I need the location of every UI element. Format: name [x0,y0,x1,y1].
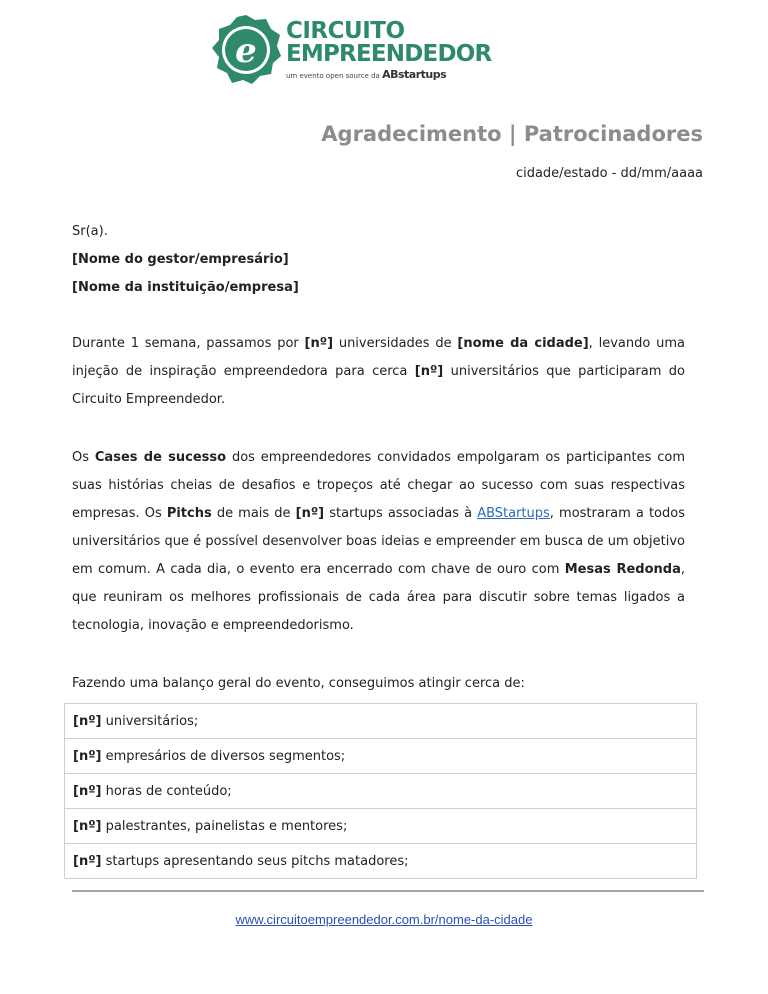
logo-badge-icon [210,14,282,86]
logo-tagline-prefix: um evento open source da [286,72,380,80]
p2-text-1: Os [72,450,95,465]
table-row [65,774,697,809]
result-text: horas de conteúdo; [101,783,232,799]
circuito-empreendedor-logo [210,14,490,86]
footer-divider [72,890,704,892]
result-number: [nº] [73,713,102,729]
logo-line-1: CIRCUITO [286,18,405,44]
table-row [65,844,697,879]
salutation: Sr(a). [72,224,108,239]
table-cell [65,704,697,739]
p1-text-4: universitários que participaram do Circuito Empreendedor. [72,364,685,407]
result-text: universitários; [101,713,199,729]
p2-bold-cases: Cases de sucesso [94,450,227,465]
result-text: startups apresentando seus pitchs matadores; [101,853,409,869]
p1-bold-number-2: [nº] [414,364,444,379]
document-title: Agradecimento | Patrocinadores [321,122,703,146]
table-row [65,809,697,844]
p2-bold-number: [nº] [295,506,325,521]
result-number: [nº] [73,783,102,799]
p2-text-6: , que reuniram os melhores profissionais de cada área para discutir sobre temas ligados a tecnologia, inovação e empreendedorismo. [72,562,685,633]
p2-text-4: startups associadas à [324,506,478,521]
result-number: [nº] [73,818,102,834]
logo-tagline [286,68,491,81]
paragraph-intro [72,330,685,414]
date-placeholder: cidade/estado - dd/mm/aaaa [515,166,703,181]
table-cell [65,774,697,809]
p2-bold-pitchs: Pitchs [166,506,212,521]
logo-wordmark [286,20,491,81]
result-text: palestrantes, painelistas e mentores; [101,818,348,834]
result-text: empresários de diversos segmentos; [101,748,346,764]
p2-text-2: dos empreendedores convidados empolgaram os participantes com suas histórias cheias de desafios e tropeços até chegar ao sucesso com suas respectivas empresas. Os [72,450,686,521]
summary-intro: Fazendo uma balanço geral do evento, conseguimos atingir cerca de: [72,676,525,691]
p1-text-2: universidades de [333,336,458,351]
logo-tagline-brand: ABstartups [382,68,447,81]
p1-text-1: Durante 1 semana, passamos por [72,336,305,351]
logo-badge-letter: e [235,31,257,71]
table-row [65,739,697,774]
recipient-institution-placeholder: [Nome da instituição/empresa] [72,280,299,295]
paragraph-highlights [72,444,685,640]
p2-text-5: , mostraram a todos universitários que é possível desenvolver boas ideias e empreender em busca de um objetivo em comum. A cada dia, o evento era encerrado com chave de ouro com [72,506,685,577]
p1-bold-city: [nome da cidade] [457,336,589,351]
table-cell [65,739,697,774]
p1-bold-number: [nº] [304,336,334,351]
table-cell [65,844,697,879]
result-number: [nº] [73,853,102,869]
p2-bold-mesas: Mesas Redonda [564,562,681,577]
results-table [64,703,697,879]
p1-text-3: , levando uma injeção de inspiração empreendedora para cerca [72,336,685,379]
result-number: [nº] [73,748,102,764]
p2-text-3: de mais de [211,506,296,521]
abstartups-link[interactable]: ABStartups [477,506,550,521]
table-cell [65,809,697,844]
logo-line-2: EMPREENDEDOR [286,41,492,67]
table-row [65,704,697,739]
footer-url-link[interactable]: www.circuitoempreendedor.com.br/nome-da-cidade [235,912,533,927]
recipient-name-placeholder: [Nome do gestor/empresário] [72,252,289,267]
